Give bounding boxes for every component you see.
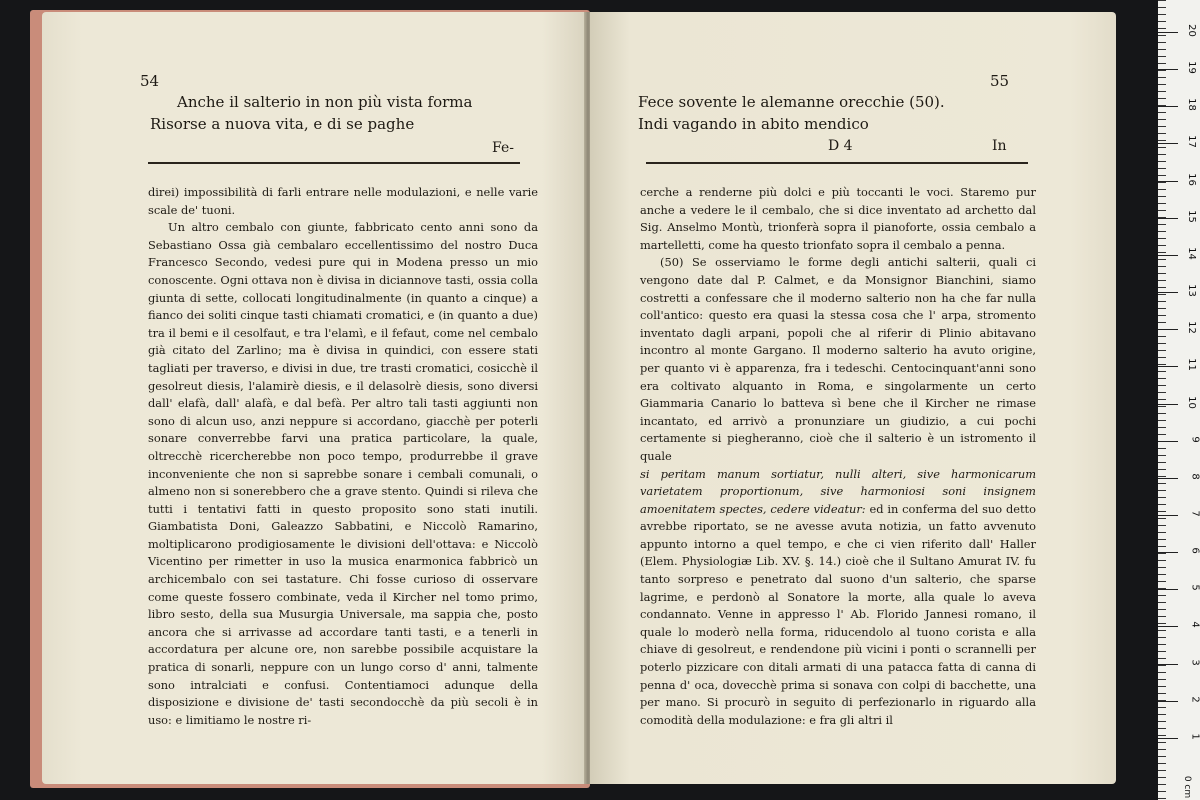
ruler-tick [1158, 329, 1178, 330]
ruler-tick [1158, 552, 1178, 553]
ruler-number: 5 [1189, 584, 1200, 591]
ruler-number: 3 [1189, 658, 1200, 666]
ruler-tick [1158, 738, 1178, 739]
left-paragraph-2: Un altro cembalo con giunte, fabbricato cento anni sono da Sebastiano Ossa già cembalaro eccellentissimo del nostro Duca Francesco Secondo, vedesi pure qui in Modena presso un mio conoscente. Ogni ottava non è divisa in diciannove tasti, ossia colla giunta di sette, collocati longitudinalmente (in quanto a cinque) a fianco dei soliti cinque tasti chiamati cromatici, e (in quanto a due) tra il bemi e il cesolfaut, e tra l'elamì, e il fefaut, come nel cembalo già citato del Zarlino; ma è divisa in quindici, con essere stati tagliati per traverso, e divisi in due, tre trasti cromatici, cosicchè il gesolreut diesis, l'alamirè diesis, e il delasolrè diesis, sono diversi dall' elafà, dall' alafà, e dal befà. Per altro tali tasti aggiunti non sono di alcun uso, anzi neppure si accordano, giacchè per poterli sonare converrebbe farvi una pratica particolare, la quale, oltrecchè ricercherebbe non poco tempo, produrrebbe il grave inconveniente che non si saprebbe sonare i cembali comunali, o almeno non si sonerebbero che a grave stento. Quindi si rileva che tutti i tentativi fatti in questo proposito sono stati inutili. Giambatista Doni, Galeazzo Sabbatini, e Niccolò Ramarino, moltiplicarono prodigiosamente le divisioni dell'ottava: e Niccolò Vicentino per rimetter in uso la musica enarmonica fabbricò un archicembalo con sei tastature. Chi fosse curioso di osservare come queste fossero combinate, veda il Kircher nel tomo primo, libro sesto, della sua Musurgia Universale, ma sappia che, posto ancora che si arrivasse ad accordare tanti tasti, e a tenerli in accordatura per alcune ore, non sarebbe possibile acquistare la pratica di sonarli, neppure con un lungo corso d' anni, talmente sono intralciati e confusi. Contentiamoci adunque della disposizione e divisione de' tasti secondocchè da più secoli è in uso: e limitiamo le nostre ri- [148, 220, 538, 727]
right-page [590, 12, 1116, 784]
left-header-rule [148, 162, 520, 164]
ruler-tick [1158, 366, 1178, 367]
left-paragraph-1: direi) impossibilità di farli entrare nelle modulazioni, e nelle varie scale de' tuoni. [148, 185, 538, 217]
right-prose [640, 184, 1036, 729]
ruler-tick [1158, 32, 1178, 33]
ruler-tick [1158, 143, 1178, 144]
ruler-number: 14 [1186, 247, 1198, 260]
ruler-number: 17 [1186, 135, 1198, 149]
ruler-number: 8 [1189, 473, 1200, 480]
ruler-number: 16 [1186, 172, 1198, 186]
ruler-number: 6 [1189, 547, 1200, 554]
ruler-number: 11 [1186, 358, 1198, 372]
ruler-tick [1158, 218, 1178, 219]
ruler-number: 13 [1186, 284, 1198, 297]
ruler-number: 19 [1186, 61, 1198, 75]
left-verse-line-1: Anche il salterio in non più vista forma [177, 93, 473, 111]
right-header-rule [646, 162, 1028, 164]
right-catchword: In [992, 138, 1007, 154]
ruler-number: 12 [1186, 321, 1198, 335]
ruler-tick [1158, 106, 1178, 107]
right-verse-line-2: Indi vagando in abito mendico [638, 115, 869, 133]
left-verse-line-2: Risorse a nuova vita, e di se paghe [150, 115, 415, 133]
ruler-tick [1158, 69, 1178, 70]
right-page-number: 55 [990, 72, 1010, 90]
ruler-number: 9 [1189, 435, 1200, 443]
ruler-tick [1158, 589, 1178, 590]
ruler-tick [1158, 292, 1178, 293]
right-signature: D 4 [828, 138, 853, 154]
ruler-tick [1158, 441, 1178, 442]
ruler-tick [1158, 404, 1178, 405]
right-verse-line-1: Fece sovente le alemanne orecchie (50). [638, 93, 945, 111]
left-prose [148, 184, 538, 729]
ruler-number: 15 [1186, 209, 1198, 223]
ruler-number: 10 [1186, 395, 1198, 409]
ruler-number: 2 [1189, 696, 1200, 703]
ruler-number: 18 [1186, 98, 1198, 112]
ruler-tick [1158, 515, 1178, 516]
left-catchword: Fe- [492, 140, 514, 156]
ruler-number: 1 [1189, 733, 1200, 740]
right-paragraph-3: ed in conferma del suo detto avrebbe riportato, se ne avesse avuta notizia, un fatto avvenuto appunto intorno a quel tempo, e che ci vien riferito dall' Haller (Elem. Physiologiæ Lib. XV. §. 14.) cioè che il Sultano Amurat IV. fu tanto sorpreso e penetrato dal suono d'un salterio, che sparse lagrime, e perdonò al Sonatore la morte, alla quale lo aveva condannato. Venne in appresso l' Ab. Florido Jannesi romano, il quale lo moderò nella forma, riducendolo al tuono corista e alla chiave di gesolreut, e rendendone più vicini i ponti o scrannelli per poterlo pizzicare con ditali armati di una patacca fatta di canna di penna d' oca, dovecchè prima si sonava con colpi di bacchette, una per mano. Si procurò in seguito di perfezionarlo in riguardo alla comodità della modulazione: e fra gli altri il [640, 501, 1036, 727]
ruler-number: 7 [1189, 510, 1200, 517]
ruler-tick [1158, 478, 1178, 479]
ruler-tick [1158, 255, 1178, 256]
ruler-tick [1158, 181, 1178, 182]
right-paragraph-2: (50) Se osserviamo le forme degli antichi salterii, quali ci vengono date dal P. Calmet, e da Monsignor Bianchini, siamo costretti a confessare che il moderno salterio non ha che far nulla coll'antico: questo era quasi la stessa cosa che l' arpa, stromento inventato dagli arpani, popoli che al riferir di Plinio abitavano incontro al monte Gargano. Il moderno salterio ha avuto origine, per quanto vi è apparenza, fra i tedeschi. Centocinquant'anni sono era coltivato alquanto in Roma, e singolarmente un certo Giammaria Canario lo batteva sì bene che il Kircher ne rimase incantato, ed arrivò a pronunziare un giudizio, a cui pochi certamente si piegheranno, cioè che il salterio è un istromento il quale [640, 255, 1036, 463]
ruler-number: 4 [1189, 621, 1200, 629]
ruler-tick [1158, 626, 1178, 627]
ruler-tick [1158, 701, 1178, 702]
ruler-tick [1158, 664, 1178, 665]
measuring-ruler [1158, 0, 1200, 800]
ruler-unit-label: 0 cm [1181, 775, 1192, 799]
right-paragraph-1: cerche a renderne più dolci e più toccanti le voci. Staremo pur anche a vedere le il cembalo, che si dice inventato ad archetto dal Sig. Anselmo Montù, trionferà sopra il pianoforte, ossia cembalo a martelletti, come ha questo trionfato sopra il cembalo a penna. [640, 185, 1036, 252]
right-latin-quote: si peritam manum sortiatur, nulli alteri, sive harmonicarum varietatem proportionum, sive harmoniosi soni insignem amoenitatem spectes, cedere videatur: [640, 466, 1036, 516]
left-page-number: 54 [140, 72, 160, 90]
left-page [42, 12, 586, 784]
ruler-number: 20 [1186, 24, 1198, 37]
